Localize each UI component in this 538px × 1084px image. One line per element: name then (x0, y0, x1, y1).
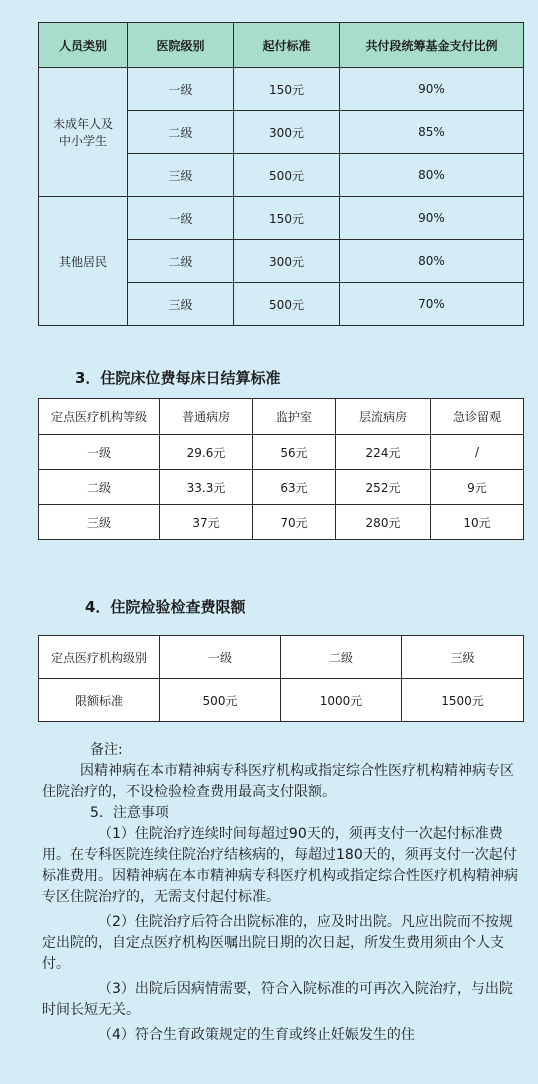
table-cell: 一级 (128, 197, 234, 240)
table-cell: 一级 (39, 435, 160, 470)
table-cell: 限额标准 (39, 679, 160, 722)
table-row (39, 68, 524, 111)
table-cell: 70元 (253, 505, 336, 540)
col-header: 共付段统筹基金支付比例 (340, 23, 524, 68)
section-5-title: 5．注意事项 (90, 805, 169, 821)
col-header: 监护室 (253, 399, 336, 435)
table-header-row (39, 636, 524, 679)
table-cell: 一级 (128, 68, 234, 111)
table-cell: 224元 (336, 435, 431, 470)
table-cell: 280元 (336, 505, 431, 540)
col-header: 一级 (160, 636, 281, 679)
table-cell: 500元 (234, 283, 340, 326)
group-label: 其他居民 (39, 197, 128, 326)
table-cell: 三级 (128, 283, 234, 326)
col-header: 急诊留观 (431, 399, 524, 435)
table-cell: 二级 (128, 111, 234, 154)
notice-item: （3）出院后因病情需要，符合入院标准的可再次入院治疗，与出院时间长短无关。 (42, 981, 513, 1018)
group-label: 未成年人及 中小学生 (39, 68, 128, 197)
exam-limit-table (38, 635, 524, 722)
table-cell: 90% (340, 197, 524, 240)
table-row (39, 435, 524, 470)
table-cell: 三级 (128, 154, 234, 197)
table-cell: 三级 (39, 505, 160, 540)
table-cell: 二级 (39, 470, 160, 505)
table-cell: 1500元 (402, 679, 524, 722)
table-cell: 29.6元 (160, 435, 253, 470)
section-4-title: 4．住院检验检查费限额 (85, 598, 246, 616)
col-header: 二级 (281, 636, 402, 679)
table-cell: 37元 (160, 505, 253, 540)
table-cell: 500元 (234, 154, 340, 197)
table-cell: 80% (340, 154, 524, 197)
table-row (39, 470, 524, 505)
table-cell: 二级 (128, 240, 234, 283)
table-cell: 500元 (160, 679, 281, 722)
col-header: 三级 (402, 636, 524, 679)
table-row (39, 679, 524, 722)
table-cell: 33.3元 (160, 470, 253, 505)
table-cell: 9元 (431, 470, 524, 505)
col-header: 起付标准 (234, 23, 340, 68)
table-cell: 85% (340, 111, 524, 154)
table-header-row (39, 399, 524, 435)
table-row (39, 197, 524, 240)
table-cell: 56元 (253, 435, 336, 470)
bed-fee-table (38, 398, 524, 540)
col-header: 定点医疗机构级别 (39, 636, 160, 679)
col-header: 医院级别 (128, 23, 234, 68)
payment-ratio-table (38, 22, 524, 326)
table-cell: 300元 (234, 111, 340, 154)
notes-title: 备注: (90, 742, 123, 758)
notice-item: （1）住院治疗连续时间每超过90天的，须再支付一次起付标准费用。在专科医院连续住院治疗结核病的，每超过180天的，须再支付一次起付标准费用。因精神病在本市精神病专科医疗机构或指定综合性医疗机构精神病专区住院治疗的，无需支付起付标准。 (42, 826, 518, 905)
table-cell: 90% (340, 68, 524, 111)
table-cell: 1000元 (281, 679, 402, 722)
col-header: 层流病房 (336, 399, 431, 435)
table-header-row (39, 23, 524, 68)
col-header: 定点医疗机构等级 (39, 399, 160, 435)
notes-text: 因精神病在本市精神病专科医疗机构或指定综合性医疗机构精神病专区住院治疗的，不设检验检查费用最高支付限额。 (42, 763, 514, 800)
notice-item: （4）符合生育政策规定的生育或终止妊娠发生的住 (98, 1027, 415, 1043)
table-cell: 150元 (234, 68, 340, 111)
notice-item: （2）住院治疗后符合出院标准的，应及时出院。凡应出院而不按规定出院的，自定点医疗机构医嘱出院日期的次日起，所发生费用须由个人支付。 (42, 914, 513, 972)
col-header: 人员类别 (39, 23, 128, 68)
table-cell: 150元 (234, 197, 340, 240)
table-cell: 80% (340, 240, 524, 283)
col-header: 普通病房 (160, 399, 253, 435)
table-row (39, 505, 524, 540)
table-cell: 252元 (336, 470, 431, 505)
table-cell: 300元 (234, 240, 340, 283)
table-cell: 10元 (431, 505, 524, 540)
notes-section (42, 740, 520, 1046)
table-cell: 63元 (253, 470, 336, 505)
table-cell: / (431, 435, 524, 470)
section-3-title: 3．住院床位费每床日结算标准 (75, 369, 281, 387)
table-cell: 70% (340, 283, 524, 326)
